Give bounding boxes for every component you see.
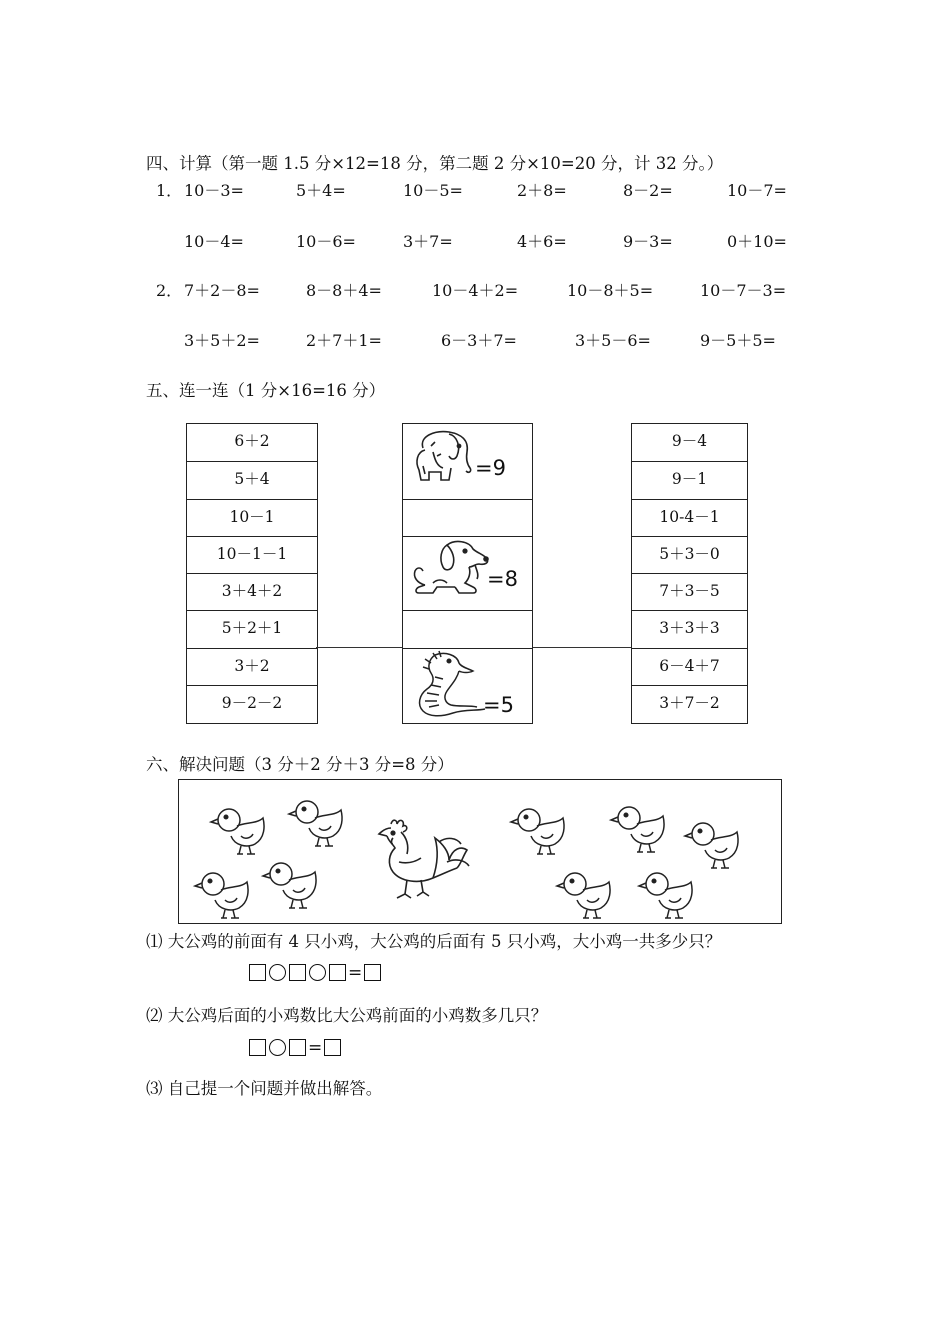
right-expression[interactable]: 5＋3－0 (632, 536, 747, 573)
calc-item: 10－4＋2= (432, 281, 519, 300)
chick-icon (685, 823, 738, 868)
section-5-title: 五、连一连（1 分×16=16 分） (146, 381, 386, 400)
elephant-equation: =9 (475, 456, 506, 480)
problem-1-label: 1． (156, 181, 183, 200)
calc-item: 10－7－3= (700, 281, 787, 300)
operator-circle[interactable] (309, 964, 326, 981)
answer-box[interactable] (324, 1039, 341, 1056)
chick-icon (611, 807, 664, 852)
calc-item: 2＋7＋1= (306, 331, 382, 350)
right-expression[interactable]: 3＋7－2 (632, 685, 747, 723)
chick-icon (211, 809, 264, 854)
calc-item: 7＋2－8= (184, 281, 260, 300)
calc-item: 8－8＋4= (306, 281, 382, 300)
question-3: ⑶ 自己提一个问题并做出解答。 (146, 1079, 383, 1098)
operator-circle[interactable] (269, 964, 286, 981)
answer-box[interactable] (289, 964, 306, 981)
answer-template-2[interactable] (248, 1037, 342, 1058)
rooster-icon (379, 820, 469, 898)
seahorse-icon[interactable] (407, 649, 489, 721)
chickens-illustration (179, 780, 781, 923)
calc-item: 0＋10= (727, 232, 787, 251)
left-expression-column (186, 423, 318, 724)
left-expression[interactable]: 5＋2＋1 (187, 610, 317, 648)
section-6-title: 六、解决问题（3 分＋2 分＋3 分=8 分） (146, 755, 454, 774)
equals-sign: = (308, 1037, 323, 1058)
left-expression[interactable]: 6＋2 (234, 432, 270, 450)
calc-item: 2＋8= (517, 181, 567, 200)
calc-item: 3＋5－6= (575, 331, 651, 350)
section-4-title: 四、计算（第一题 1.5 分×12=18 分，第二题 2 分×10=20 分，计 32 分。） (146, 154, 724, 173)
chick-icon (639, 873, 692, 918)
left-expression[interactable]: 3＋4＋2 (187, 573, 317, 610)
animal-column (402, 423, 533, 724)
right-expression[interactable]: 9－1 (632, 461, 747, 499)
chickens-picture (178, 779, 782, 924)
calc-item: 3＋7= (403, 232, 453, 251)
calc-item: 10－8＋5= (567, 281, 654, 300)
calc-item: 4＋6= (517, 232, 567, 251)
right-expression[interactable]: 10-4－1 (632, 499, 747, 536)
chick-icon (511, 809, 564, 854)
chick-icon (195, 873, 248, 918)
right-expression-column (631, 423, 748, 724)
answer-box[interactable] (249, 964, 266, 981)
question-2: ⑵ 大公鸡后面的小鸡数比大公鸡前面的小鸡数多几只？ (146, 1006, 548, 1025)
calc-item: 5＋4= (296, 181, 346, 200)
calc-item: 8－2= (623, 181, 673, 200)
problem-2-label: 2． (156, 281, 183, 300)
calc-item: 9－3= (623, 232, 673, 251)
left-expression[interactable]: 3＋2 (187, 648, 317, 685)
calc-item: 10－7= (727, 181, 787, 200)
calc-item: 10－5= (403, 181, 463, 200)
calc-item: 6－3＋7= (441, 331, 517, 350)
seahorse-equation: =5 (483, 693, 514, 717)
answer-template-1[interactable] (248, 962, 382, 983)
operator-circle[interactable] (269, 1039, 286, 1056)
chick-icon (289, 801, 342, 846)
answer-box[interactable] (289, 1039, 306, 1056)
chick-icon (263, 863, 316, 908)
elephant-icon[interactable] (409, 426, 477, 484)
dog-equation: =8 (487, 567, 518, 591)
right-expression[interactable]: 7＋3－5 (632, 573, 747, 610)
left-expression[interactable]: 10－1－1 (187, 536, 317, 573)
calc-item: 10－6= (296, 232, 356, 251)
calc-item: 9－5＋5= (700, 331, 776, 350)
answer-box[interactable] (364, 964, 381, 981)
right-expression[interactable]: 9－4 (671, 432, 708, 450)
question-1: ⑴ 大公鸡的前面有 4 只小鸡，大公鸡的后面有 5 只小鸡，大小鸡一共多少只？ (146, 932, 722, 951)
calc-item: 3＋5＋2= (184, 331, 260, 350)
dog-icon[interactable] (407, 537, 491, 599)
chick-icon (557, 873, 610, 918)
answer-box[interactable] (249, 1039, 266, 1056)
equals-sign: = (348, 962, 363, 983)
left-expression[interactable]: 9－2－2 (187, 685, 317, 723)
answer-box[interactable] (329, 964, 346, 981)
calc-item: 10－4= (184, 232, 244, 251)
right-expression[interactable]: 6－4＋7 (632, 648, 747, 685)
calc-item: 10－3= (184, 181, 244, 200)
left-expression[interactable]: 10－1 (187, 499, 317, 536)
right-expression[interactable]: 3＋3＋3 (632, 610, 747, 648)
left-expression[interactable]: 5＋4 (187, 461, 317, 499)
